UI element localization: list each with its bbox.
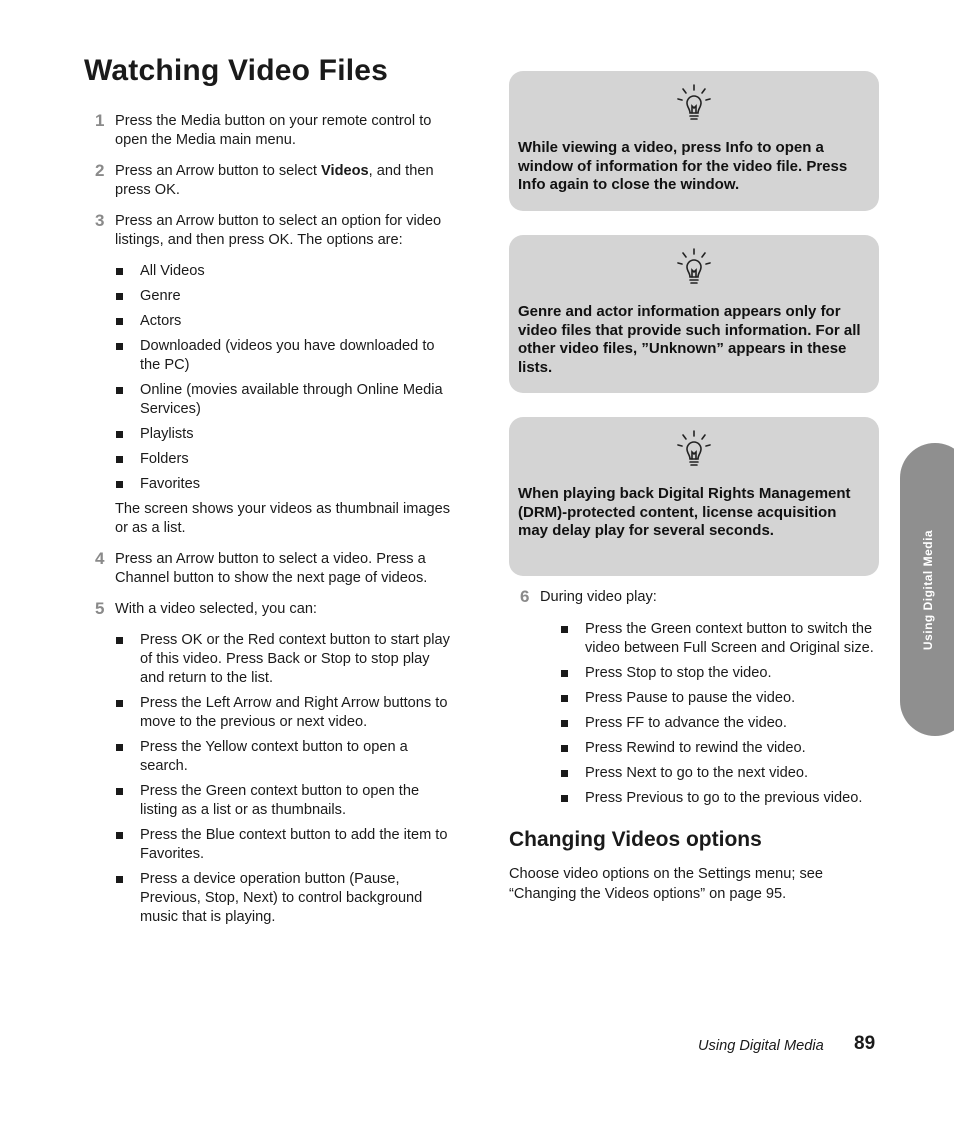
- list-item: Folders: [140, 450, 457, 469]
- list-item: Press Pause to pause the video.: [585, 689, 880, 708]
- step-number: 5: [95, 599, 105, 618]
- chapter-side-tab: [900, 443, 954, 736]
- step-3: [95, 212, 457, 538]
- list-item: Press Rewind to rewind the video.: [585, 739, 880, 758]
- list-item: Press the Left Arrow and Right Arrow buttons to move to the previous or next video.: [140, 694, 457, 732]
- list-item: Press Stop to stop the video.: [585, 664, 880, 683]
- list-item: Press OK or the Red context button to start play of this video. Press Back or Stop to stop play and return to the list.: [140, 631, 457, 688]
- step-text: Press an Arrow button to select a video. Press a Channel button to show the next page of videos.: [115, 551, 428, 586]
- list-item: Press the Green context button to open the listing as a list or as thumbnails.: [140, 782, 457, 820]
- page-number: 89: [854, 1033, 876, 1054]
- footer-chapter-label: Using Digital Media: [698, 1038, 824, 1054]
- step-4: [95, 550, 457, 588]
- step-number: 2: [95, 161, 105, 180]
- section-body: Choose video options on the Settings menu; see “Changing the Videos options” on page 95.: [509, 866, 823, 902]
- list-item: Press Previous to go to the previous video.: [585, 789, 880, 808]
- step-number: 4: [95, 549, 105, 568]
- list-item: Press Next to go to the next video.: [585, 764, 880, 783]
- step-text: Press an Arrow button to select an option for video listings, and then press OK. The options are:: [115, 213, 442, 248]
- tip-box: [509, 417, 879, 576]
- list-item: Online (movies available through Online Media Services): [140, 381, 457, 419]
- side-tab-label: Using Digital Media: [921, 529, 935, 650]
- tip-text: When playing back Digital Rights Management (DRM)-protected content, license acquisition may delay play for several seconds.: [518, 485, 851, 539]
- step-text: With a video selected, you can:: [115, 601, 317, 617]
- list-item: Press the Blue context button to add the item to Favorites.: [140, 826, 457, 864]
- step-number: 3: [95, 211, 105, 230]
- step-6: [520, 588, 880, 808]
- page-title: Watching Video Files: [84, 54, 389, 87]
- section-heading: Changing Videos options: [509, 828, 762, 851]
- lightbulb-icon: [677, 83, 711, 127]
- lightbulb-icon: [677, 247, 711, 291]
- steps-column-left: [95, 112, 457, 939]
- step-2: [95, 162, 457, 200]
- lightbulb-icon: [677, 429, 711, 473]
- video-play-actions: [540, 620, 880, 808]
- steps-column-right: [520, 588, 880, 820]
- list-item: Press the Yellow context button to open a search.: [140, 738, 457, 776]
- tip-box: [509, 235, 879, 393]
- step-note: The screen shows your videos as thumbnail images or as a list.: [115, 501, 451, 536]
- tip-box: [509, 71, 879, 211]
- list-item: Genre: [140, 287, 457, 306]
- list-item: Favorites: [140, 475, 457, 494]
- tip-text: While viewing a video, press Info to open a window of information for the video file. Press Info again to close the window.: [518, 139, 848, 193]
- step-1: [95, 112, 457, 150]
- video-listing-options: [115, 262, 457, 494]
- list-item: Actors: [140, 312, 457, 331]
- step-number: 6: [520, 587, 530, 606]
- step-bold-term: Videos: [321, 163, 369, 179]
- tip-text: Genre and actor information appears only for video files that provide such information. For all other video files, ”Unknown” appears in these lists.: [518, 303, 861, 376]
- step-text: Press the Media button on your remote control to open the Media main menu.: [115, 113, 432, 148]
- list-item: Playlists: [140, 425, 457, 444]
- selected-video-actions: [115, 631, 457, 927]
- list-item: All Videos: [140, 262, 457, 281]
- list-item: Downloaded (videos you have downloaded to the PC): [140, 337, 457, 375]
- list-item: Press the Green context button to switch the video between Full Screen and Original size.: [585, 620, 880, 658]
- step-number: 1: [95, 111, 105, 130]
- step-text-before: Press an Arrow button to select: [115, 163, 322, 179]
- step-5: [95, 600, 457, 927]
- step-text: During video play:: [540, 589, 657, 605]
- list-item: Press FF to advance the video.: [585, 714, 880, 733]
- list-item: Press a device operation button (Pause, Previous, Stop, Next) to control background music that is playing.: [140, 870, 457, 927]
- step-text-after: , and then press OK.: [115, 163, 434, 198]
